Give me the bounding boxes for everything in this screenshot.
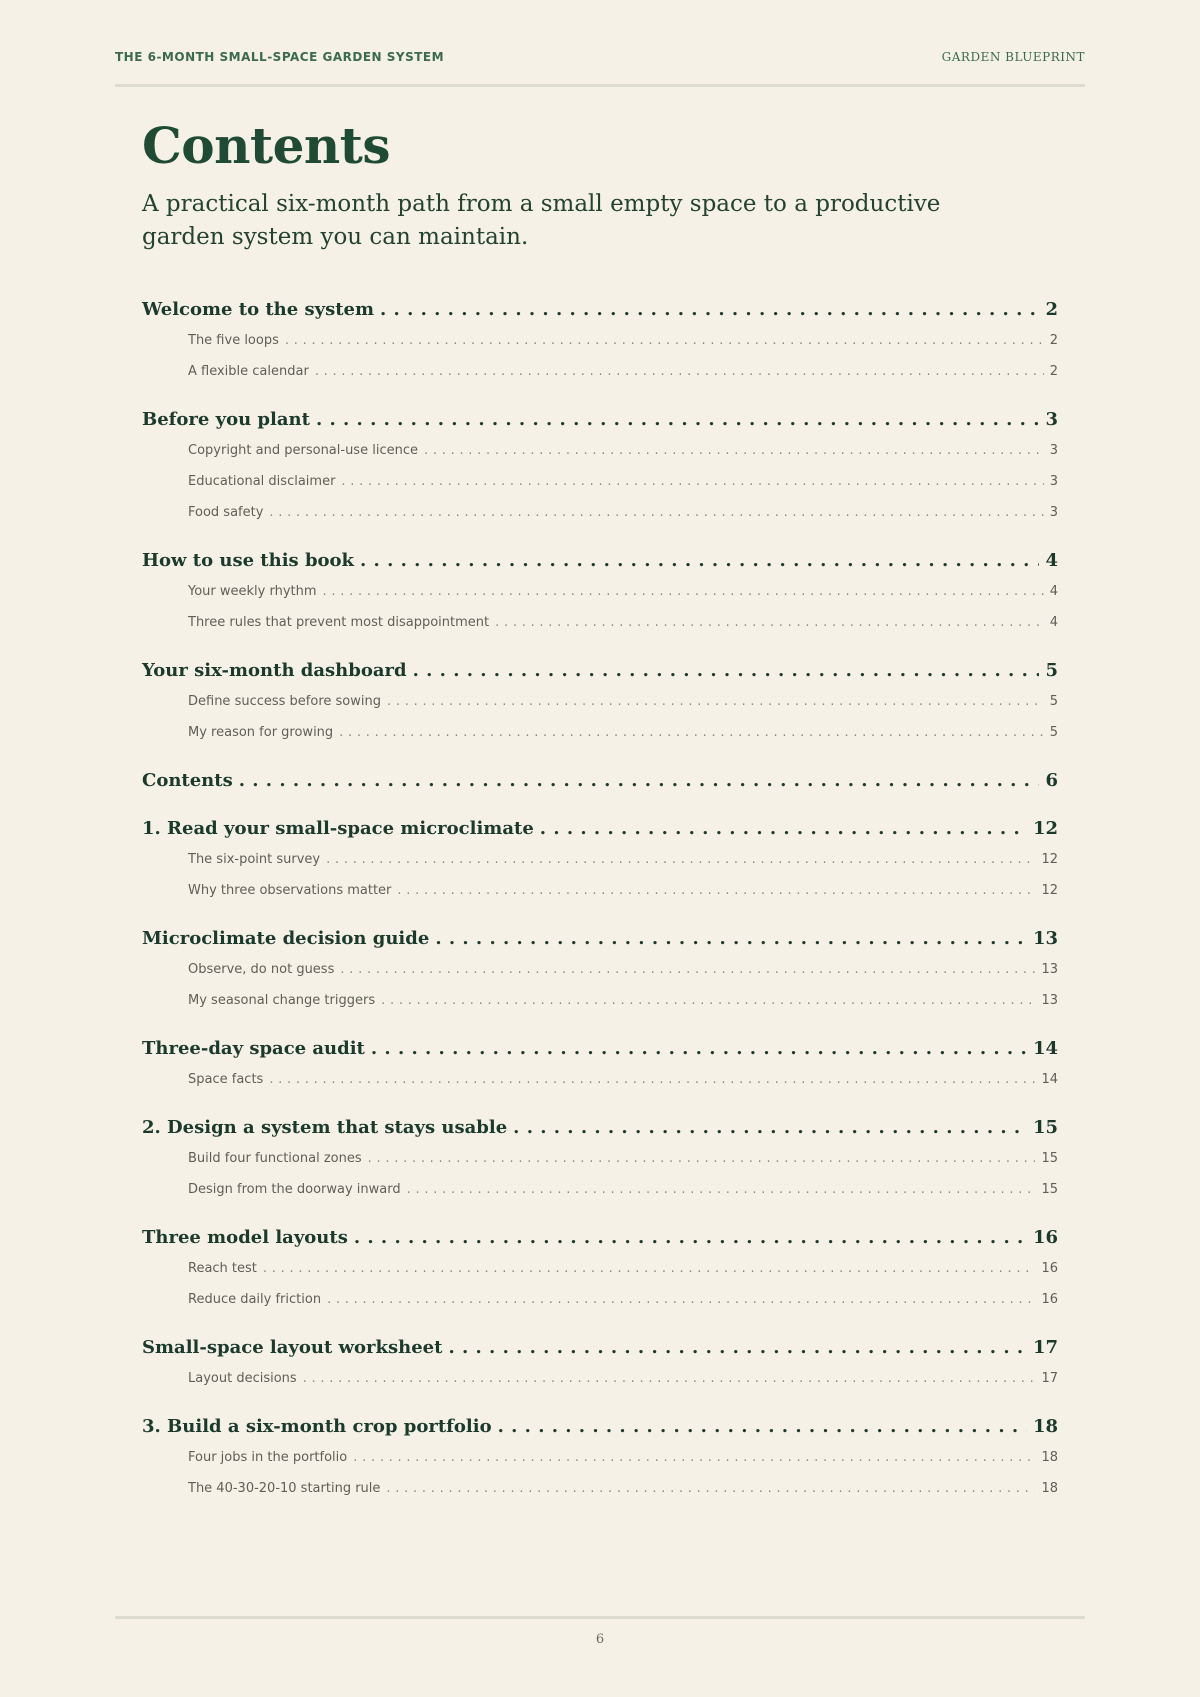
toc-subsection-label: Educational disclaimer xyxy=(188,474,336,489)
toc-subsection-page-number: 18 xyxy=(1041,1481,1058,1496)
dot-leader xyxy=(435,924,1027,954)
dot-leader xyxy=(315,356,1044,387)
toc-section-page-number: 15 xyxy=(1032,1117,1058,1138)
toc-subsection-label: The six-point survey xyxy=(188,852,321,867)
toc-subsection[interactable] xyxy=(142,686,1058,717)
header-divider xyxy=(115,84,1085,87)
toc-subsection-label: Design from the doorway inward xyxy=(188,1182,401,1197)
dot-leader xyxy=(239,766,1040,796)
page-title: Contents xyxy=(142,116,391,175)
toc-section-page-number: 5 xyxy=(1045,660,1058,681)
toc-section-label: Contents xyxy=(142,770,233,791)
toc-subsection[interactable] xyxy=(142,954,1058,985)
toc-section-page-number: 2 xyxy=(1045,299,1058,320)
toc-subsection-label: Layout decisions xyxy=(188,1371,297,1386)
toc-subsection-label: My reason for growing xyxy=(188,725,334,740)
toc-section[interactable] xyxy=(142,546,1058,576)
dot-leader xyxy=(448,1333,1026,1363)
toc-section-page-number: 18 xyxy=(1032,1416,1058,1437)
toc-subsection-label: Four jobs in the portfolio xyxy=(188,1450,348,1465)
toc-subsection-label: A flexible calendar xyxy=(188,364,309,379)
toc-subsection-page-number: 12 xyxy=(1041,883,1058,898)
toc-subsection-page-number: 5 xyxy=(1049,694,1058,709)
toc-section-label: Before you plant xyxy=(142,409,310,430)
toc-subsection-label: Build four functional zones xyxy=(188,1151,362,1166)
toc-subsection-page-number: 4 xyxy=(1049,615,1058,630)
toc-subsection-label: Reduce daily friction xyxy=(188,1292,322,1307)
toc-subsection[interactable] xyxy=(142,985,1058,1016)
toc-subsection-page-number: 18 xyxy=(1041,1450,1058,1465)
page-subtitle: A practical six-month path from a small empty space to a productive garden system you can maintain. xyxy=(142,191,941,250)
toc-section[interactable] xyxy=(142,766,1058,796)
toc-subsection[interactable] xyxy=(142,497,1058,528)
toc-subsection-label: Reach test xyxy=(188,1261,257,1276)
dot-leader xyxy=(495,607,1044,638)
toc-section-label: 1. Read your small-space microclimate xyxy=(142,818,534,839)
toc-subsection[interactable] xyxy=(142,717,1058,748)
toc-section-label: 3. Build a six-month crop portfolio xyxy=(142,1416,492,1437)
toc-subsection[interactable] xyxy=(142,466,1058,497)
toc-section[interactable] xyxy=(142,405,1058,435)
dot-leader xyxy=(353,1442,1035,1473)
toc-subsection-label: Why three observations matter xyxy=(188,883,392,898)
toc-subsection-page-number: 15 xyxy=(1041,1182,1058,1197)
toc-subsection[interactable] xyxy=(142,576,1058,607)
toc-subsection[interactable] xyxy=(142,1143,1058,1174)
toc-section-page-number: 14 xyxy=(1032,1038,1058,1059)
toc-section-label: How to use this book xyxy=(142,550,355,571)
toc-section[interactable] xyxy=(142,1223,1058,1253)
toc-subsection[interactable] xyxy=(142,875,1058,906)
toc-subsection-label: The five loops xyxy=(188,333,279,348)
dot-leader xyxy=(368,1143,1036,1174)
page-number: 6 xyxy=(595,1632,605,1647)
toc-subsection-page-number: 13 xyxy=(1041,962,1058,977)
dot-leader xyxy=(323,576,1044,607)
toc-section[interactable] xyxy=(142,814,1058,844)
dot-leader xyxy=(371,1034,1027,1064)
toc-subsection-label: Food safety xyxy=(188,505,264,520)
toc-subsection-page-number: 3 xyxy=(1049,505,1058,520)
toc-section-page-number: 4 xyxy=(1045,550,1058,571)
dot-leader xyxy=(360,546,1039,576)
toc-subsection-page-number: 16 xyxy=(1041,1261,1058,1276)
dot-leader xyxy=(381,985,1035,1016)
toc-subsection-label: Copyright and personal-use licence xyxy=(188,443,418,458)
toc-section-page-number: 17 xyxy=(1032,1337,1058,1358)
toc-subsection[interactable] xyxy=(142,1174,1058,1205)
toc-section-label: Three model layouts xyxy=(142,1227,348,1248)
dot-leader xyxy=(407,1174,1036,1205)
toc-subsection[interactable] xyxy=(142,1253,1058,1284)
dot-leader xyxy=(397,875,1035,906)
toc-subsection-page-number: 3 xyxy=(1049,443,1058,458)
toc-subsection-page-number: 4 xyxy=(1049,584,1058,599)
table-of-contents xyxy=(142,295,1058,1504)
toc-subsection[interactable] xyxy=(142,356,1058,387)
toc-subsection-label: Three rules that prevent most disappointment xyxy=(188,615,490,630)
toc-section-label: Welcome to the system xyxy=(142,299,375,320)
toc-section-page-number: 13 xyxy=(1032,928,1058,949)
running-header xyxy=(115,50,1085,64)
toc-section-page-number: 3 xyxy=(1045,409,1058,430)
dot-leader xyxy=(326,844,1035,875)
toc-subsection-page-number: 15 xyxy=(1041,1151,1058,1166)
dot-leader xyxy=(327,1284,1035,1315)
toc-subsection[interactable] xyxy=(142,325,1058,356)
toc-section[interactable] xyxy=(142,924,1058,954)
toc-section-page-number: 16 xyxy=(1032,1227,1058,1248)
toc-subsection-label: My seasonal change triggers xyxy=(188,993,376,1008)
toc-subsection-page-number: 2 xyxy=(1049,333,1058,348)
toc-subsection-label: Observe, do not guess xyxy=(188,962,335,977)
book-title-header: THE 6-MONTH SMALL-SPACE GARDEN SYSTEM xyxy=(115,50,445,64)
toc-subsection[interactable] xyxy=(142,1064,1058,1095)
footer-divider xyxy=(115,1616,1085,1619)
toc-subsection[interactable] xyxy=(142,1363,1058,1394)
toc-section-label: Your six-month dashboard xyxy=(142,660,407,681)
toc-section[interactable] xyxy=(142,1113,1058,1143)
toc-subsection-page-number: 12 xyxy=(1041,852,1058,867)
toc-subsection[interactable] xyxy=(142,1442,1058,1473)
toc-section-label: Small-space layout worksheet xyxy=(142,1337,443,1358)
dot-leader xyxy=(340,954,1035,985)
toc-section[interactable] xyxy=(142,1412,1058,1442)
section-header: GARDEN BLUEPRINT xyxy=(941,50,1085,64)
dot-leader xyxy=(424,435,1044,466)
toc-subsection-label: Define success before sowing xyxy=(188,694,381,709)
toc-subsection-page-number: 17 xyxy=(1041,1371,1058,1386)
dot-leader xyxy=(498,1412,1027,1442)
dot-leader xyxy=(513,1113,1027,1143)
dot-leader xyxy=(269,1064,1035,1095)
toc-subsection-page-number: 3 xyxy=(1049,474,1058,489)
dot-leader xyxy=(386,1473,1035,1504)
toc-subsection-label: Space facts xyxy=(188,1072,264,1087)
dot-leader xyxy=(354,1223,1027,1253)
toc-subsection-label: Your weekly rhythm xyxy=(188,584,317,599)
dot-leader xyxy=(269,497,1043,528)
dot-leader xyxy=(339,717,1044,748)
toc-subsection-page-number: 5 xyxy=(1049,725,1058,740)
toc-section[interactable] xyxy=(142,1034,1058,1064)
toc-subsection-page-number: 14 xyxy=(1041,1072,1058,1087)
dot-leader xyxy=(387,686,1044,717)
dot-leader xyxy=(285,325,1044,356)
toc-subsection[interactable] xyxy=(142,1284,1058,1315)
toc-section-page-number: 12 xyxy=(1032,818,1058,839)
toc-subsection[interactable] xyxy=(142,607,1058,638)
dot-leader xyxy=(380,295,1039,325)
dot-leader xyxy=(413,656,1040,686)
toc-section[interactable] xyxy=(142,1333,1058,1363)
toc-section-label: Microclimate decision guide xyxy=(142,928,430,949)
dot-leader xyxy=(263,1253,1036,1284)
toc-subsection[interactable] xyxy=(142,435,1058,466)
toc-section[interactable] xyxy=(142,295,1058,325)
toc-section-label: Three-day space audit xyxy=(142,1038,365,1059)
dot-leader xyxy=(540,814,1027,844)
toc-section-label: 2. Design a system that stays usable xyxy=(142,1117,508,1138)
toc-subsection[interactable] xyxy=(142,1473,1058,1504)
toc-subsection[interactable] xyxy=(142,844,1058,875)
toc-subsection-page-number: 16 xyxy=(1041,1292,1058,1307)
toc-subsection-page-number: 2 xyxy=(1049,364,1058,379)
dot-leader xyxy=(316,405,1040,435)
dot-leader xyxy=(303,1363,1036,1394)
toc-section[interactable] xyxy=(142,656,1058,686)
toc-subsection-label: The 40-30-20-10 starting rule xyxy=(188,1481,381,1496)
toc-section-page-number: 6 xyxy=(1045,770,1058,791)
dot-leader xyxy=(341,466,1043,497)
toc-subsection-page-number: 13 xyxy=(1041,993,1058,1008)
